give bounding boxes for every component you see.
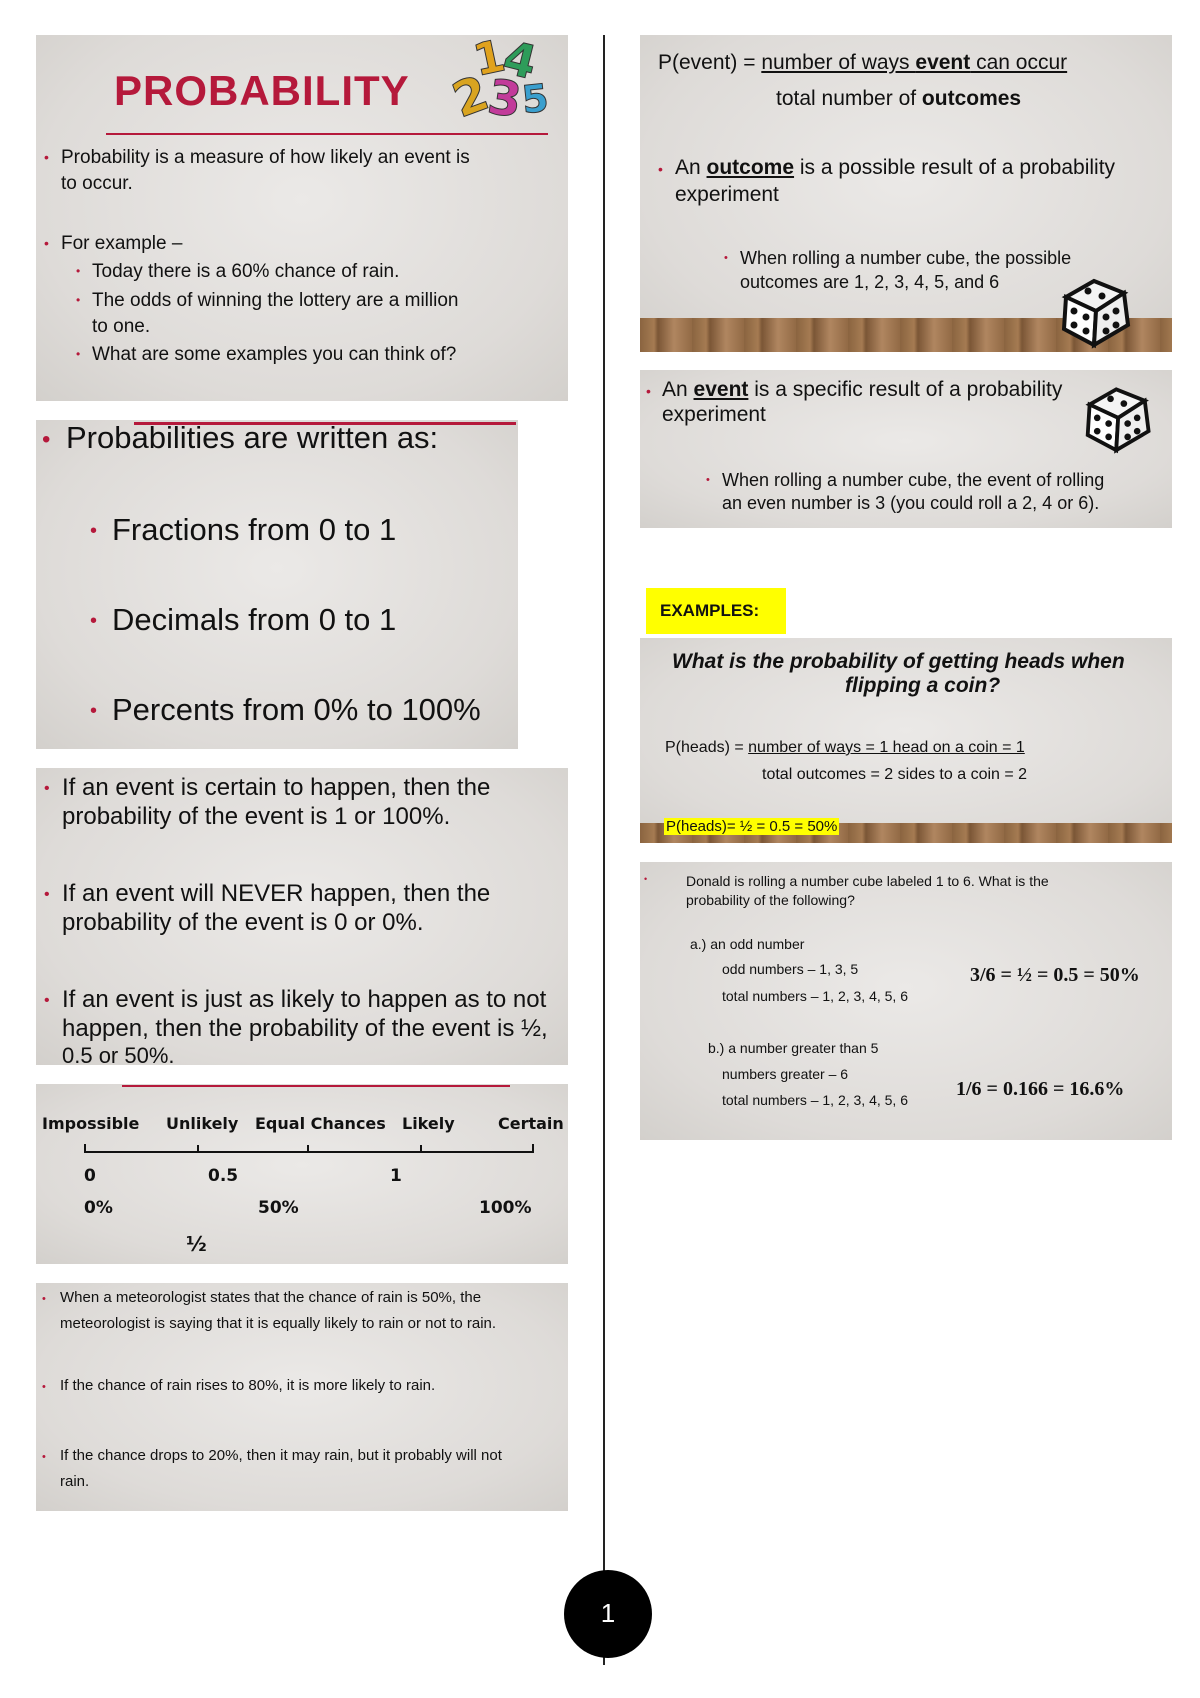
formula-num-part: number of ways [761, 51, 916, 74]
formula-numerator [658, 51, 1067, 75]
page-title: PROBABILITY [114, 67, 410, 114]
bullet: • [44, 886, 50, 903]
format-item: Decimals from 0 to 1 [112, 602, 397, 637]
bullet: • [90, 700, 98, 722]
rule-text-cont: probability of the event is 0 or 0%. [62, 909, 424, 936]
format-item: Percents from 0% to 100% [112, 692, 481, 727]
format-item: Fractions from 0 to 1 [112, 512, 397, 547]
slide-top-rule [122, 1085, 510, 1087]
formula-lhs: P(event) = [658, 51, 762, 74]
event-definition-cont: experiment [662, 403, 766, 426]
bullet: • [42, 1293, 46, 1305]
logo-digit: 2 [445, 64, 496, 130]
bullet: • [706, 474, 710, 486]
examples-label [646, 588, 786, 634]
formula-denominator [776, 87, 1021, 111]
bullet: • [42, 1381, 46, 1393]
example-item-cont: to one. [92, 316, 151, 337]
bullet: • [724, 252, 728, 264]
formula-num-event: event [915, 51, 971, 74]
slide-event-definition [640, 370, 1172, 528]
bullet: • [646, 383, 651, 399]
bullet: • [644, 874, 648, 884]
scale-tick-0: 0 [84, 1166, 96, 1186]
part-a-label: a.) an odd number [690, 936, 805, 952]
weather-text: If the chance drops to 20%, then it may rain, but it probably will not [60, 1447, 502, 1464]
bullet: • [90, 610, 98, 632]
scale-label-equal: Equal Chances [255, 1114, 386, 1133]
outcome-text: An [675, 156, 707, 179]
slide-dice-example [640, 862, 1172, 1140]
part-b-label: b.) a number greater than 5 [708, 1040, 879, 1056]
outcome-example: When rolling a number cube, the possible [740, 248, 1072, 268]
bullet: • [44, 992, 50, 1009]
formula-num-part: can occur [970, 51, 1068, 74]
scale-percent-0: 0% [84, 1198, 113, 1218]
scale-percent-50: 50% [258, 1198, 299, 1218]
coin-question-cont: flipping a coin? [845, 674, 1001, 697]
weather-text: If the chance of rain rises to 80%, it is more likely to rain. [60, 1377, 436, 1394]
bullet: • [76, 264, 81, 278]
examples-label-text: EXAMPLES: [660, 601, 760, 620]
number-line-tick [532, 1144, 534, 1153]
dice-question-cont: probability of the following? [686, 892, 855, 908]
page-number: 1 [600, 1598, 616, 1628]
scale-tick-half: 0.5 [208, 1166, 239, 1186]
scale-percent-100: 100% [479, 1198, 532, 1218]
bullet: • [658, 161, 663, 177]
bullet: • [44, 780, 50, 797]
number-line-tick [307, 1145, 309, 1153]
rule-text: If an event is just as likely to happen as to not [62, 986, 547, 1013]
slide-probability-intro [36, 29, 568, 401]
coin-eq-lhs: P(heads) = [665, 739, 749, 756]
outcome-term: outcome [706, 156, 795, 179]
part-b-greater: numbers greater – 6 [722, 1066, 849, 1082]
weather-text-cont: meteorologist is saying that it is equally likely to rain or not to rain. [60, 1315, 497, 1332]
number-line-tick [197, 1145, 199, 1153]
part-b-answer: 1/6 = 0.166 = 16.6% [956, 1078, 1125, 1100]
scale-label-impossible: Impossible [42, 1114, 140, 1133]
slide-probability-formats [36, 420, 518, 749]
example-item: The odds of winning the lottery are a million [92, 290, 459, 311]
outcome-definition-cont: experiment [675, 183, 779, 206]
bullet: • [76, 293, 81, 307]
formats-heading: Probabilities are written as: [66, 420, 439, 455]
number-line [84, 1151, 534, 1153]
example-item: Today there is a 60% chance of rain. [92, 261, 400, 282]
example-heading: For example – [61, 233, 183, 254]
example-item: What are some examples you can think of? [92, 344, 457, 365]
slide-coin-example [640, 638, 1172, 843]
outcome-text: is a possible result of a probability [794, 156, 1116, 179]
definition-text-cont: to occur. [61, 173, 133, 194]
event-example: When rolling a number cube, the event of rolling [722, 470, 1105, 490]
weather-text-cont: rain. [60, 1473, 90, 1490]
event-example-cont: an even number is 3 (you could roll a 2, 4 or 6). [722, 493, 1100, 513]
page-number-badge [564, 1570, 652, 1658]
rule-text: If an event will NEVER happen, then the [62, 880, 491, 907]
weather-text: When a meteorologist states that the chance of rain is 50%, the [60, 1289, 482, 1306]
dice-icon [1058, 267, 1140, 349]
bullet: • [76, 347, 81, 361]
bullet: • [44, 235, 49, 251]
formula-numerator-text [761, 51, 1067, 74]
bullet: • [42, 1451, 46, 1463]
event-definition [662, 378, 1062, 402]
bullet: • [44, 149, 49, 165]
number-line-tick [420, 1145, 422, 1153]
coin-eq-num: number of ways = 1 head on a coin = 1 [748, 739, 1025, 756]
rule-text-cont: probability of the event is 1 or 100%. [62, 803, 451, 830]
coin-question: What is the probability of getting heads when [672, 650, 1125, 673]
column-divider [603, 35, 605, 1665]
rule-text-cont: 0.5 or 50%. [62, 1043, 175, 1068]
event-text: is a specific result of a probability [748, 378, 1063, 401]
logo-digit: 3 [484, 68, 526, 130]
number-line-tick [84, 1144, 86, 1153]
outcome-example-cont: outcomes are 1, 2, 3, 4, 5, and 6 [740, 272, 1000, 292]
scale-half-fraction: ½ [186, 1232, 207, 1256]
rule-text: If an event is certain to happen, then the [62, 774, 491, 801]
slide-probability-formula [640, 35, 1172, 352]
definition-text: Probability is a measure of how likely an event is [61, 147, 470, 168]
part-a-answer: 3/6 = ½ = 0.5 = 50% [970, 964, 1140, 986]
part-b-total: total numbers – 1, 2, 3, 4, 5, 6 [722, 1092, 908, 1108]
logo-digit: 5 [519, 75, 551, 123]
scale-label-likely: Likely [402, 1114, 455, 1133]
dice-icon [1082, 376, 1160, 454]
part-a-odd: odd numbers – 1, 3, 5 [722, 961, 859, 977]
scale-tick-1: 1 [390, 1166, 402, 1186]
formula-den-outcomes: outcomes [921, 87, 1022, 110]
slide-weather-examples [36, 1283, 568, 1511]
coin-answer: P(heads)= ½ = 0.5 = 50% [666, 818, 838, 835]
bullet: • [42, 426, 51, 453]
bullet: • [90, 520, 98, 542]
outcome-definition [675, 156, 1115, 180]
dice-question: Donald is rolling a number cube labeled 1 to 6. What is the [686, 873, 1049, 889]
coin-equation-numerator [665, 739, 1025, 757]
part-a-total: total numbers – 1, 2, 3, 4, 5, 6 [722, 988, 908, 1004]
numbers-logo-icon [432, 29, 552, 137]
slide-certain-impossible [36, 768, 568, 1068]
scale-label-unlikely: Unlikely [166, 1114, 239, 1133]
event-term: event [693, 378, 749, 401]
logo-digit: 1 [469, 30, 510, 87]
title-underline [106, 133, 548, 135]
slide-probability-scale [36, 1084, 568, 1264]
logo-digit: 4 [497, 29, 543, 91]
rule-text-cont: happen, then the probability of the event is ½, [62, 1015, 548, 1042]
coin-equation-denominator: total outcomes = 2 sides to a coin = 2 [762, 766, 1028, 783]
event-text: An [662, 378, 694, 401]
scale-label-certain: Certain [498, 1114, 564, 1133]
formula-den-part: total number of [776, 87, 922, 110]
